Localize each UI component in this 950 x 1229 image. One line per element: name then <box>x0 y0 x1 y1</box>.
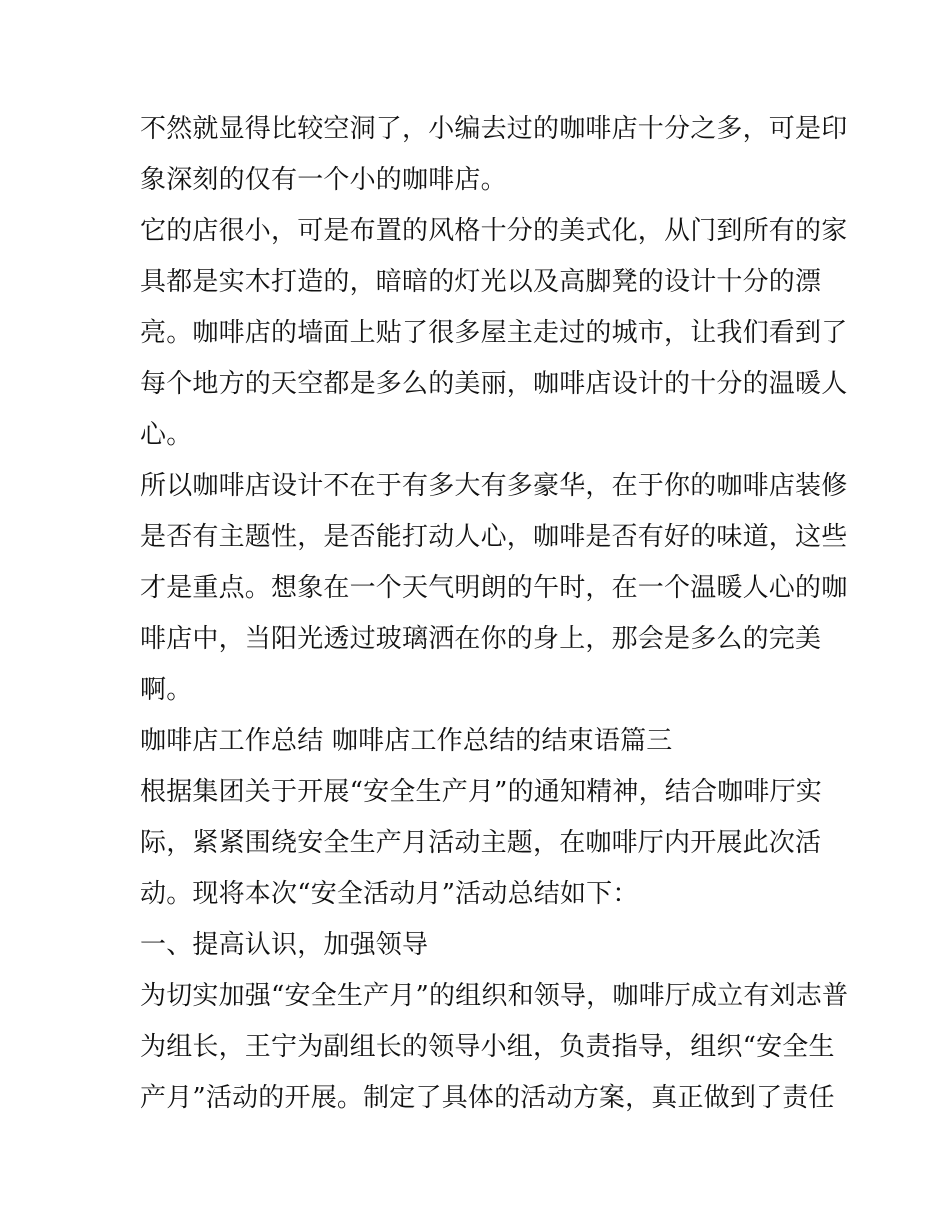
text-line: 为切实加强“安全生产月”的组织和领导，咖啡厅成立有刘志普 <box>140 981 849 1011</box>
document-body <box>140 104 849 1124</box>
text-line: 为组长，王宁为副组长的领导小组，负责指导，组织“安全生 <box>140 1032 835 1062</box>
subsection-heading: 一、提高认识，加强领导 <box>140 930 429 960</box>
text-line: 根据集团关于开展“安全生产月”的通知精神，结合咖啡厅实 <box>140 777 822 807</box>
text-line: 所以咖啡店设计不在于有多大有多豪华，在于你的咖啡店装修 <box>140 471 848 501</box>
text-line: 动。现将本次“安全活动月”活动总结如下： <box>140 879 639 909</box>
text-line: 每个地方的天空都是多么的美丽，咖啡店设计的十分的温暖人 <box>140 369 848 399</box>
text-line: 它的店很小，可是布置的风格十分的美式化，从门到所有的家 <box>140 216 848 246</box>
text-line: 具都是实木打造的，暗暗的灯光以及高脚凳的设计十分的漂 <box>140 267 822 297</box>
text-line: 啡店中，当阳光透过玻璃洒在你的身上，那会是多么的完美 <box>140 624 822 654</box>
text-line: 亮。咖啡店的墙面上贴了很多屋主走过的城市，让我们看到了 <box>140 318 848 348</box>
section-heading: 咖啡店工作总结 咖啡店工作总结的结束语篇三 <box>140 726 673 756</box>
text-line: 是否有主题性，是否能打动人心，咖啡是否有好的味道，这些 <box>140 522 848 552</box>
text-line: 心。 <box>140 420 193 450</box>
text-line: 象深刻的仅有一个小的咖啡店。 <box>140 165 507 195</box>
text-line: 啊。 <box>140 675 193 705</box>
text-line: 际，紧紧围绕安全生产月活动主题，在咖啡厅内开展此次活 <box>140 828 822 858</box>
text-line: 产月”活动的开展。制定了具体的活动方案，真正做到了责任 <box>140 1083 835 1113</box>
text-line: 不然就显得比较空洞了，小编去过的咖啡店十分之多，可是印 <box>140 114 848 144</box>
text-line: 才是重点。想象在一个天气明朗的午时，在一个温暖人心的咖 <box>140 573 848 603</box>
